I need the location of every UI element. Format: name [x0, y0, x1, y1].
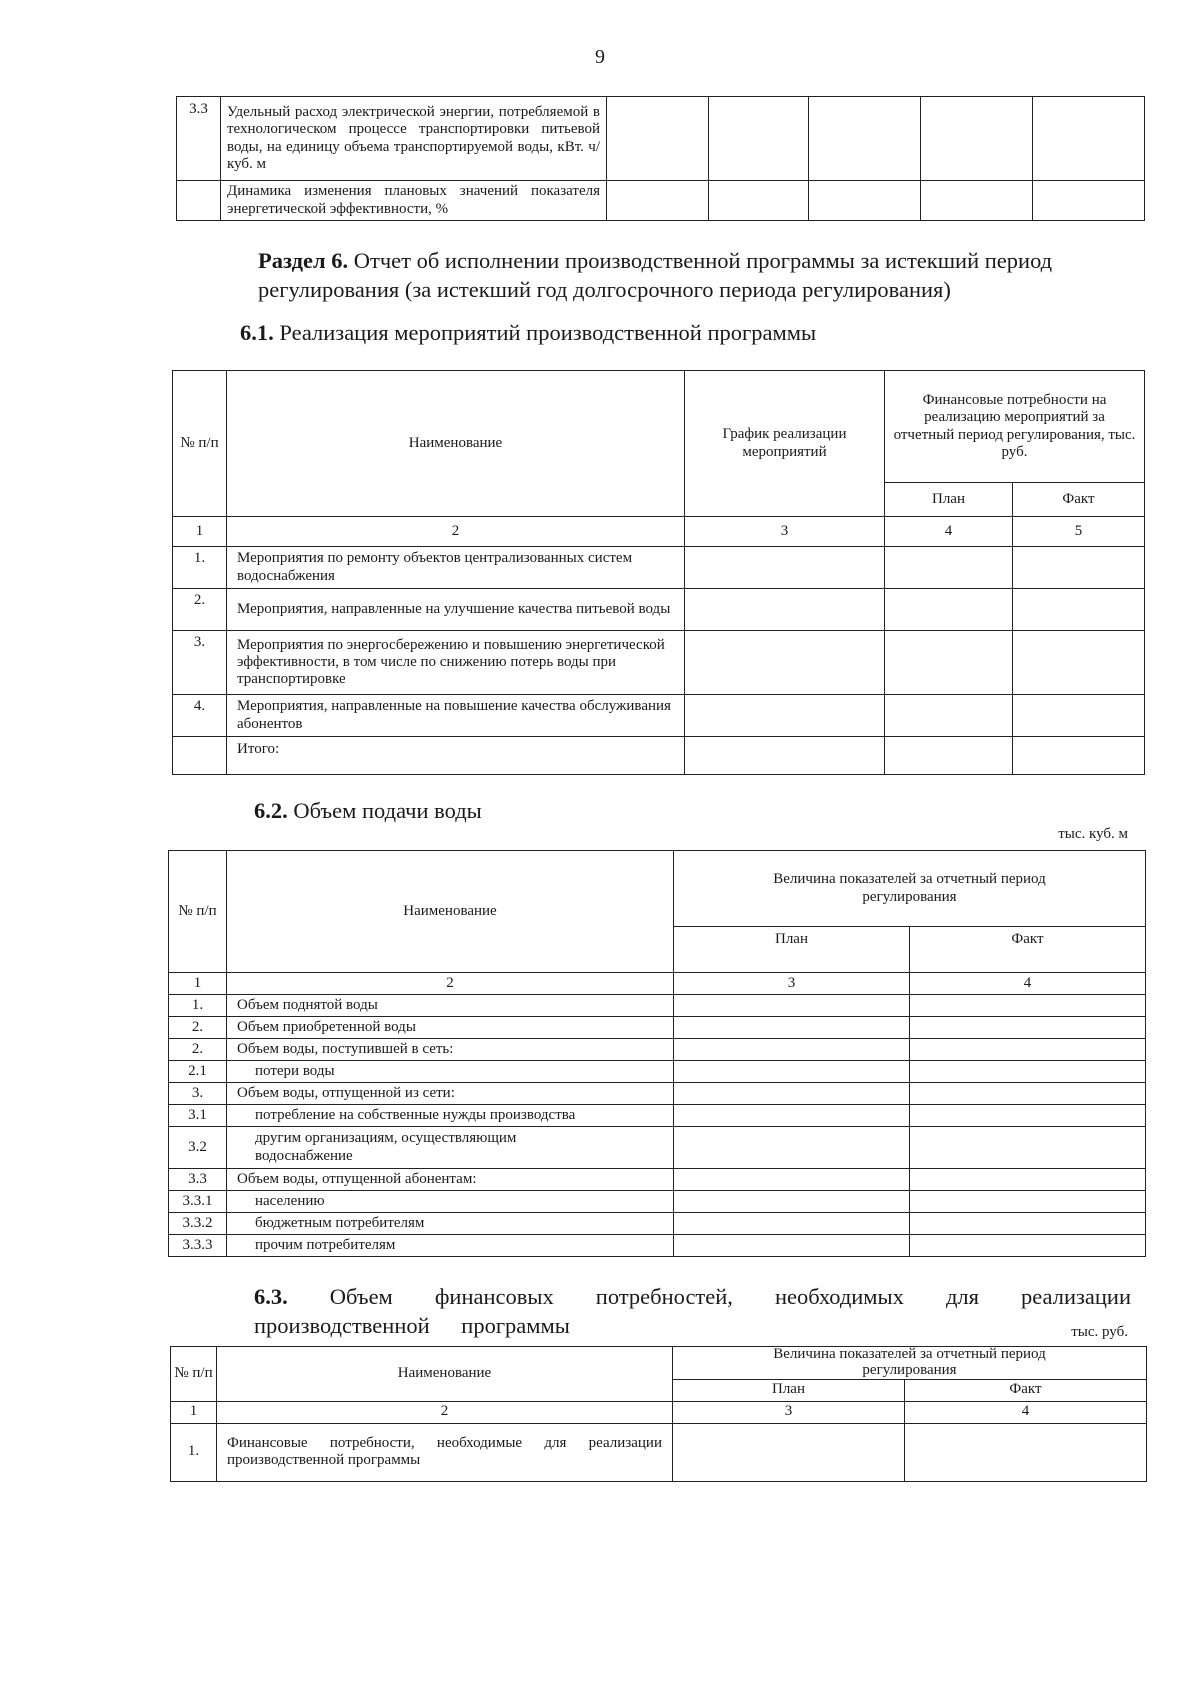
header-name: Наименование: [227, 371, 685, 517]
empty-cell: [685, 589, 885, 631]
empty-cell: [910, 1213, 1146, 1235]
table-row-total: [173, 737, 1145, 775]
empty-cell: [885, 589, 1013, 631]
col-number: 1: [173, 517, 227, 547]
empty-cell: [910, 1169, 1146, 1191]
activities-table: [172, 370, 1145, 775]
empty-cell: [685, 695, 885, 737]
table-row: [169, 1105, 1146, 1127]
subsection-6-2-number: 6.2.: [254, 798, 288, 823]
subsection-6-1-number: 6.1.: [240, 320, 274, 345]
empty-cell: [674, 1017, 910, 1039]
table-row: [169, 1061, 1146, 1083]
empty-cell: [674, 995, 910, 1017]
col-number: 2: [217, 1401, 673, 1423]
empty-cell: [1013, 589, 1145, 631]
section-6-title: Отчет об исполнении производственной программы за истекший период регулирования (за истекший год долгосрочного периода регулирования): [258, 248, 1053, 302]
header-plan: План: [885, 483, 1013, 517]
col-number: 4: [905, 1401, 1147, 1423]
empty-cell: [674, 1213, 910, 1235]
empty-cell: [910, 1191, 1146, 1213]
empty-cell: [809, 181, 921, 221]
empty-cell: [910, 1235, 1146, 1257]
row-number: 3.3.3: [169, 1235, 227, 1257]
header-schedule: График реализации мероприятий: [685, 371, 885, 517]
empty-cell: [1013, 695, 1145, 737]
empty-cell: [674, 1127, 910, 1169]
empty-cell: [905, 1423, 1147, 1481]
empty-cell: [674, 1105, 910, 1127]
row-number: 3.3: [169, 1169, 227, 1191]
col-number: 5: [1013, 517, 1145, 547]
row-number: 1.: [171, 1423, 217, 1481]
empty-cell: [674, 1061, 910, 1083]
empty-cell: [709, 97, 809, 181]
row-name: потери воды: [227, 1061, 674, 1083]
row-name: Удельный расход электрической энергии, потребляемой в технологическом процессе транспортировки питьевой воды, на единицу объема транспортируемой воды, кВт. ч/куб. м: [221, 97, 607, 181]
row-name: бюджетным потребителям: [227, 1213, 674, 1235]
page-number: 9: [595, 46, 605, 68]
table-row: [171, 1423, 1147, 1481]
column-number-row: [173, 517, 1145, 547]
row-number: 4.: [173, 695, 227, 737]
subsection-6-1-heading: [240, 320, 816, 346]
col-number: 2: [227, 973, 674, 995]
table-row: [169, 1235, 1146, 1257]
table-row: [173, 547, 1145, 589]
col-number: 4: [910, 973, 1146, 995]
empty-cell: [674, 1191, 910, 1213]
empty-cell: [607, 97, 709, 181]
header-value: Величина показателей за отчетный период регулирования: [673, 1347, 1147, 1380]
table-row: [169, 1127, 1146, 1169]
row-name: Объем воды, поступившей в сеть:: [227, 1039, 674, 1061]
empty-cell: [674, 1039, 910, 1061]
empty-cell: [910, 1061, 1146, 1083]
row-name: Мероприятия по энергосбережению и повышению энергетической эффективности, в том числе по снижению потерь воды при транспортировке: [227, 631, 685, 695]
header-plan: План: [673, 1379, 905, 1401]
row-number: 3.3: [177, 97, 221, 181]
header-num: № п/п: [171, 1347, 217, 1402]
table-row: [169, 1017, 1146, 1039]
empty-cell: [607, 181, 709, 221]
financial-needs-table: [170, 1346, 1147, 1482]
col-number: 1: [169, 973, 227, 995]
row-number: 3.: [173, 631, 227, 695]
row-number: 2.1: [169, 1061, 227, 1083]
empty-cell: [910, 1127, 1146, 1169]
empty-cell: [910, 1105, 1146, 1127]
row-number: 1.: [173, 547, 227, 589]
row-number: 3.3.1: [169, 1191, 227, 1213]
col-number: 3: [685, 517, 885, 547]
row-name: Мероприятия, направленные на улучшение качества питьевой воды: [227, 589, 685, 631]
unit-label: тыс. куб. м: [1058, 826, 1128, 842]
header-fact: Факт: [905, 1379, 1147, 1401]
empty-cell: [1033, 181, 1145, 221]
empty-cell: [674, 1169, 910, 1191]
table-row: [169, 1213, 1146, 1235]
row-number: 3.3.2: [169, 1213, 227, 1235]
row-name: Динамика изменения плановых значений показателя энергетической эффективности, %: [221, 181, 607, 221]
table-row: [169, 1169, 1146, 1191]
col-number: 3: [674, 973, 910, 995]
row-number: 3.2: [169, 1127, 227, 1169]
row-name: Объем приобретенной воды: [227, 1017, 674, 1039]
indicator-table-continuation: [176, 96, 1145, 221]
section-6-heading: [186, 246, 1131, 304]
table-row: [169, 1083, 1146, 1105]
row-number: 2.: [169, 1017, 227, 1039]
row-number: 2.: [173, 589, 227, 631]
column-number-row: [169, 973, 1146, 995]
empty-cell: [910, 995, 1146, 1017]
table-row: [173, 589, 1145, 631]
table-row: [177, 97, 1145, 181]
row-name: Мероприятия, направленные на повышение качества обслуживания абонентов: [227, 695, 685, 737]
empty-cell: [685, 737, 885, 775]
row-name: Объем воды, отпущенной из сети:: [227, 1083, 674, 1105]
empty-cell: [921, 97, 1033, 181]
unit-label: тыс. руб.: [1071, 1324, 1128, 1340]
subsection-6-2-title: Объем подачи воды: [287, 798, 482, 823]
header-finance: Финансовые потребности на реализацию мероприятий за отчетный период регулирования, тыс. руб.: [885, 371, 1145, 483]
table-row: [177, 181, 1145, 221]
header-num: № п/п: [173, 371, 227, 517]
empty-cell: [910, 1083, 1146, 1105]
empty-cell: [709, 181, 809, 221]
row-name: Итого:: [227, 737, 685, 775]
row-name: Мероприятия по ремонту объектов централизованных систем водоснабжения: [227, 547, 685, 589]
header-plan: План: [674, 927, 910, 973]
empty-cell: [685, 631, 885, 695]
empty-cell: [1033, 97, 1145, 181]
header-num: № п/п: [169, 851, 227, 973]
row-number: [177, 181, 221, 221]
empty-cell: [885, 631, 1013, 695]
empty-cell: [673, 1423, 905, 1481]
header-value: Величина показателей за отчетный период регулирования: [674, 851, 1146, 927]
empty-cell: [674, 1083, 910, 1105]
row-number: 2.: [169, 1039, 227, 1061]
table-row: [169, 1039, 1146, 1061]
subsection-6-2-heading: [254, 798, 482, 824]
col-number: 2: [227, 517, 685, 547]
row-name: другим организациям, осуществляющим водоснабжение: [227, 1127, 674, 1169]
row-number: 3.: [169, 1083, 227, 1105]
water-supply-table: [168, 850, 1146, 1257]
col-number: 3: [673, 1401, 905, 1423]
row-name: прочим потребителям: [227, 1235, 674, 1257]
empty-cell: [1013, 547, 1145, 589]
table-row: [169, 995, 1146, 1017]
empty-cell: [885, 547, 1013, 589]
row-name: населению: [227, 1191, 674, 1213]
row-name: Финансовые потребности, необходимые для реализации производственной программы: [217, 1423, 673, 1481]
row-name: Объем поднятой воды: [227, 995, 674, 1017]
row-name: Объем воды, отпущенной абонентам:: [227, 1169, 674, 1191]
header-fact: Факт: [1013, 483, 1145, 517]
table-row: [173, 631, 1145, 695]
header-name: Наименование: [227, 851, 674, 973]
subsection-6-3-number: 6.3.: [254, 1284, 288, 1309]
subsection-6-3-title: Объем финансовых потребностей, необходимых для реализации производственной программы: [254, 1284, 1131, 1338]
empty-cell: [674, 1235, 910, 1257]
section-6-label: Раздел 6.: [258, 248, 349, 273]
empty-cell: [809, 97, 921, 181]
col-number: 1: [171, 1401, 217, 1423]
column-number-row: [171, 1401, 1147, 1423]
col-number: 4: [885, 517, 1013, 547]
empty-cell: [885, 695, 1013, 737]
header-name: Наименование: [217, 1347, 673, 1402]
row-number: 1.: [169, 995, 227, 1017]
row-number: 3.1: [169, 1105, 227, 1127]
row-number: [173, 737, 227, 775]
subsection-6-3-heading: [186, 1282, 1131, 1340]
empty-cell: [921, 181, 1033, 221]
empty-cell: [885, 737, 1013, 775]
header-fact: Факт: [910, 927, 1146, 973]
empty-cell: [1013, 737, 1145, 775]
empty-cell: [910, 1017, 1146, 1039]
subsection-6-1-title: Реализация мероприятий производственной программы: [273, 320, 817, 345]
empty-cell: [1013, 631, 1145, 695]
empty-cell: [910, 1039, 1146, 1061]
empty-cell: [685, 547, 885, 589]
row-name: потребление на собственные нужды производства: [227, 1105, 674, 1127]
table-row: [169, 1191, 1146, 1213]
table-row: [173, 695, 1145, 737]
